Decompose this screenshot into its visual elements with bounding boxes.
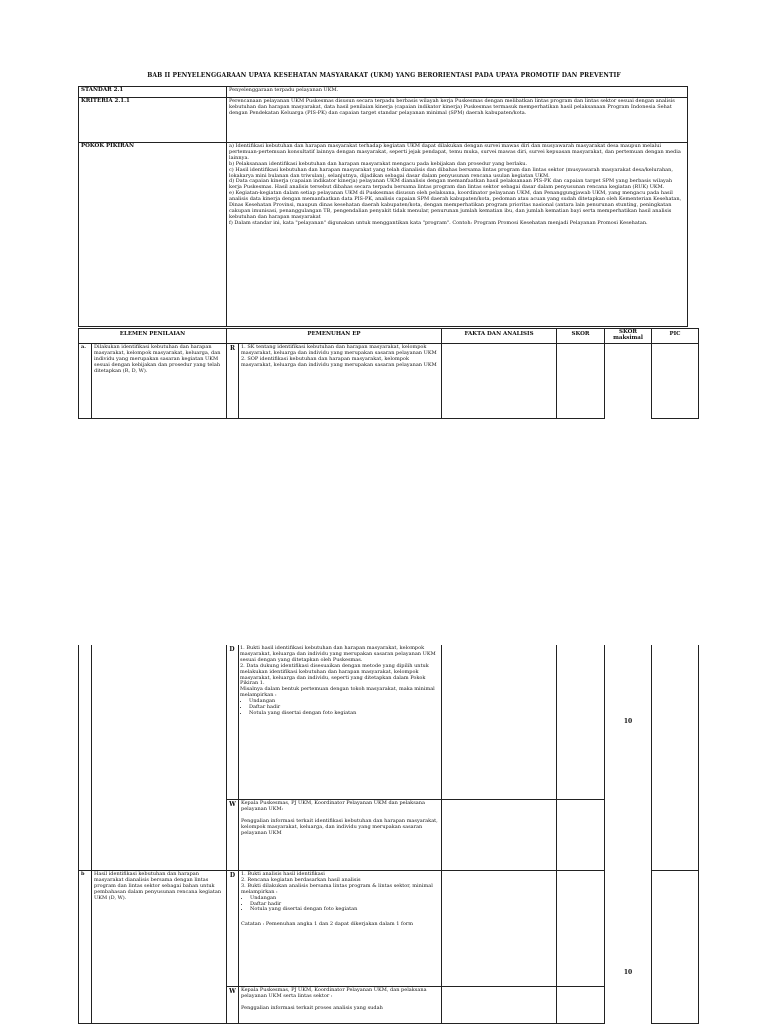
row-b-d-bullets	[241, 896, 439, 914]
list-item: • Undangan	[249, 699, 440, 705]
row-b-element-text: Hasil identifikasi kebutuhan dan harapan masyarakat dianalisis bersama dengan lintas program dan lintas sektor sebagai bahan untuk pembahasan dalam penyusunan rencana kegiatan UKM (D, W).	[91, 870, 227, 1024]
row-b-w-item-1: Kepala Puskesmas, PJ UKM, Koordinator Pelayanan UKM, dan pelaksana pelayanan UKM serta lintas sektor :	[241, 987, 427, 999]
row-a-w-skor-cell[interactable]	[556, 799, 605, 871]
pokok-item-e: e) Kegiatan-kegiatan dalam setiap pelayanan UKM di Puskesmas disusun oleh pelaksana, koordinator pelayanan UKM, dan Penanggungjawab UKM, yang mengacu pada hasil analisis data kinerja dengan memanfaatkan data PIS-PK, analisis capaian SPM daerah kabupaten/kota, pedoman atau acuan yang sudah ditetapkan oleh Kementerian Kesehatan, Dinas Kesehatan Provinsi, maupun dinas kesehatan daerah kabupaten/kota, dengan memperhatikan program prioritas nasional (antara lain penurunan stunting, peningkatan cakupan imunisasi, penanggulangan TB, pengendalian penyakit tidak menular, penurunan jumlah kematian ibu, dan jumlah kematian bayi serta memperhatikan hasil analisis kebutuhan dan harapan masyarakat	[229, 190, 682, 220]
row-a-letter: a.	[78, 343, 92, 419]
row-a-d-item-1: 1. Bukti hasil identifikasi kebutuhan dan harapan masyarakat, kelompok masyarakat, keluarga dan individu yang merupakan sasaran pelayanan UKM sesuai dengan yang ditetapkan oleh Puskesmas.	[240, 645, 436, 663]
row-a-r-fakta-cell[interactable]	[441, 343, 557, 419]
row-a-r-item-1: 1. SK tentang identifikasi kebutuhan dan harapan masyarakat, kelompok masyarakat, keluarga dan individu yang merupakan sasaran pelayanan UKM	[241, 344, 437, 356]
row-a-d-skor-cell[interactable]	[556, 645, 605, 800]
row-b-w-content	[238, 986, 442, 1024]
row-a-r-skor-max-cell	[604, 343, 652, 419]
header-skor: SKOR	[556, 328, 605, 344]
row-a-element-text: Dilakukan identifikasi kebutuhan dan harapan masyarakat, kelompok masyarakat, keluarga, dan individu yang merupakan sasaran kegiatan UKM sesuai dengan kebijakan dan prosedur yang telah ditetapkan (R, D, W).	[91, 343, 227, 419]
header-pemenuhan-ep: PEMENUHAN EP	[226, 328, 442, 344]
row-b-d-item-3: 3. Bukti dilakukan analisis bersama lintas program & lintas sektor, minimal melampirkan :	[241, 882, 433, 895]
row-a-skor-maksimal: 10	[623, 718, 633, 725]
row-a-w-mark: W	[226, 799, 239, 871]
pokok-pikiran-content	[226, 142, 688, 327]
kriteria-value: Perencanaan pelayanan UKM Puskesmas disusun secara terpadu berbasis wilayah kerja Puskesmas dengan melibatkan lintas program dan lintas sektor sesuai dengan analisis kebutuhan dan harapan masyarakat, data hasil penilaian kinerja (capaian indikator kinerja) Puskesmas termasuk memperhatikan hasil pelaksanaan Program Indonesia Sehat dengan Pendekatan Keluarga (PIS-PK) dan capaian target standar pelayanan minimal (SPM) daerah kabupaten/kota.	[226, 97, 688, 143]
list-item: • Daftar hadir	[249, 705, 440, 711]
row-a-letter-continuation	[78, 645, 92, 870]
standar-label: STANDAR 2.1	[78, 86, 227, 98]
row-a-d-mark: D	[226, 645, 239, 800]
header-pic: PIC	[651, 328, 699, 344]
row-a-r-skor-cell[interactable]	[556, 343, 605, 419]
row-a-w-item-2: Penggalian informasi terkait identifikasi kebutuhan dan harapan masyarakat, kelompok masyarakat, keluarga, dan individu yang merupakan sasaran pelayanan UKM	[241, 817, 438, 836]
row-a-d-item-2: 2. Data dukung identifikasi disesuaikan dengan metode yang dipilih untuk melakukan identifikasi kebutuhan dan harapan masyarakat, kelompok masyarakat, keluarga dan individu, seperti yang ditetapkan dalam Pokok Pikiran 1.	[240, 662, 429, 687]
standar-value: Penyelenggaraan terpadu pelayanan UKM.	[226, 86, 688, 98]
chapter-title: BAB II PENYELENGGARAAN UPAYA KESEHATAN MASYARAKAT (UKM) YANG BERORIENTASI PADA UPAYA PROMOTIF DAN PREVENTIF	[147, 72, 621, 79]
row-a-pic-cell[interactable]	[651, 645, 699, 870]
list-item: • Notula yang disertai dengan foto kegiatan	[250, 907, 439, 913]
row-a-element-continuation	[91, 645, 227, 870]
header-elemen-penilaian: ELEMEN PENILAIAN	[78, 328, 227, 344]
row-b-pic-cell[interactable]	[651, 870, 699, 1024]
row-b-skor-max-cell	[604, 870, 652, 1024]
row-a-w-item-1: Kepala Puskesmas, PJ UKM, Koordinator Pelayanan UKM dan pelaksana pelayanan UKM:	[241, 800, 425, 812]
row-b-d-item-1: 1. Bukti analisis hasil identifikasi	[241, 871, 325, 877]
row-b-skor-maksimal: 10	[623, 969, 633, 976]
row-b-d-content	[238, 870, 442, 987]
row-a-r-content	[238, 343, 442, 419]
row-b-d-fakta-cell[interactable]	[441, 870, 557, 987]
pokok-pikiran-label: POKOK PIKIRAN	[78, 142, 227, 327]
row-b-w-item-2: Penggalian informasi terkait proses analisis yang sudah	[241, 1004, 383, 1011]
row-a-d-bullets	[240, 699, 440, 717]
header-fakta-analisis: FAKTA DAN ANALISIS	[441, 328, 557, 344]
pokok-item-d: d) Data capaian kinerja (capaian indikator kinerja) pelayanan UKM dianalisis dengan memanfaatkan hasil pelaksanaan PIS-PK dan capaian target SPM yang berbasis wilayah kerja Puskesmas. Hasil analisis tersebut dibahas secara terpadu bersama lintas program dan lintas sektor sebagai dasar dalam penyusunan rencana kegiatan (RUK) UKM.	[229, 178, 673, 191]
row-a-d-fakta-cell[interactable]	[441, 645, 557, 800]
row-a-r-item-2: 2. SOP identifikasi kebutuhan dan harapan masyarakat, kelompok masyarakat, keluarga dan individu yang merupakan sasaran pelayanan UKM	[241, 355, 437, 368]
row-b-letter: b	[78, 870, 92, 1024]
row-a-d-content	[238, 645, 442, 800]
pokok-item-b: b) Pelaksanaan identifikasi kebutuhan dan harapan masyarakat mengacu pada kebijakan dan prosedur yang berlaku.	[229, 160, 528, 167]
pokok-item-a: a) Identifikasi kebutuhan dan harapan masyarakat terhadap kegiatan UKM dapat dilakukan dengan survei mawas diri dan musyawarah masyarakat desa maupun melalui pertemuan-pertemuan konsultatif lainnya dengan masyarakat, seperti jejak pendapat, temu muka, survei mawas diri, survei kepuasan masyarakat, dan pertemuan dengan media lainnya.	[229, 143, 681, 161]
list-item: • Notula yang disertai dengan foto kegiatan	[249, 711, 440, 717]
row-b-w-fakta-cell[interactable]	[441, 986, 557, 1024]
row-b-w-mark: W	[226, 986, 239, 1024]
row-a-d-note: Misalnya dalam bentuk pertemuan dengan tokoh masyarakat, maka minimal melampirkan :	[240, 686, 435, 699]
list-item: • Undangan	[250, 896, 439, 902]
row-a-w-fakta-cell[interactable]	[441, 799, 557, 871]
row-b-d-mark: D	[226, 870, 239, 987]
list-item: • Daftar hadir	[250, 902, 439, 908]
pokok-item-c: c) Hasil identifikasi kebutuhan dan harapan masyarakat yang telah dianalisis dan dibahas bersama lintas program dan lintas sektor (musyawarah masyarakat desa/kelurahan, lokakarya mini bulanan dan triwulan), selanjutnya, dijadikan sebagai dasar dalam penyusunan rencana usulan kegiatan UKM.	[229, 166, 673, 179]
row-a-r-pic-cell[interactable]	[651, 343, 699, 419]
row-b-w-skor-cell[interactable]	[556, 986, 605, 1024]
row-b-d-item-2: 2. Rencana kegiatan berdasarkan hasil analisis	[241, 876, 361, 883]
row-b-d-skor-cell[interactable]	[556, 870, 605, 987]
row-a-r-mark: R	[226, 343, 239, 419]
pokok-item-f: f) Dalam standar ini, kata "pelayanan" digunakan untuk menggantikan kata "program". Contoh: Program Promosi Kesehatan menjadi Pelayanan Promosi Kesehatan.	[229, 219, 648, 226]
kriteria-label: KRITERIA 2.1.1	[78, 97, 227, 143]
row-b-d-note: Catatan : Pemenuhan angka 1 dan 2 dapat dikerjakan dalam 1 form	[241, 921, 414, 928]
row-a-w-content	[238, 799, 442, 871]
header-skor-maksimal: SKOR maksimal	[604, 328, 652, 344]
